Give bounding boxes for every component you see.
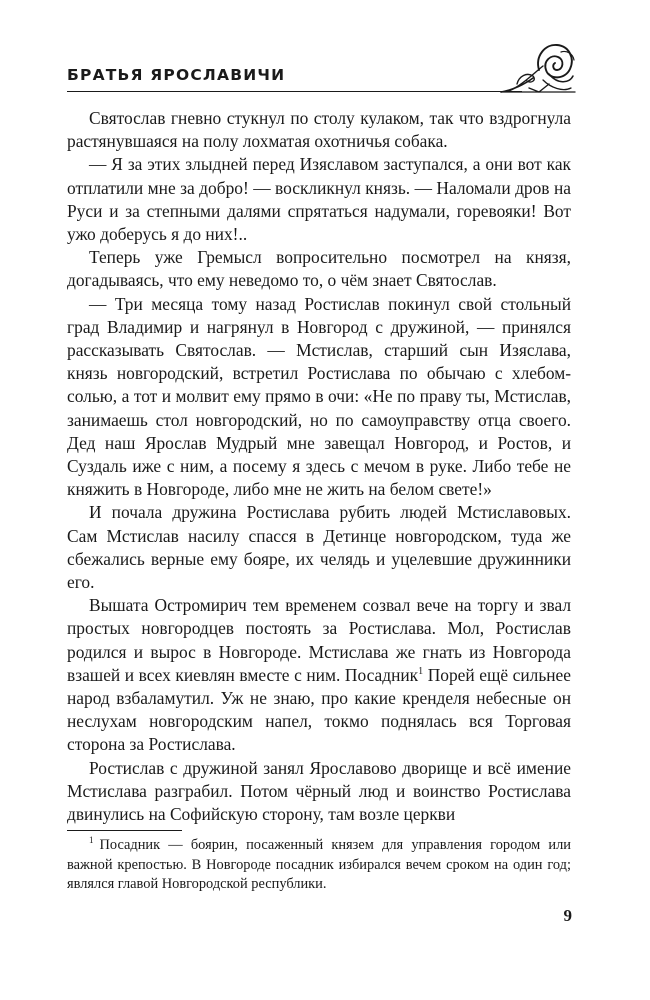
paragraph: — Я за этих злыдней перед Изяславом заступался, а они вот как отплатили мне за добро! — воскликнул князь. — Наломали дров на Руси и за степными далями спрятаться надумали, горевояки! Вот ужо доберусь я до них!.. (67, 154, 571, 245)
paragraph: — Три месяца тому назад Ростислав покинул свой стольный град Владимир и нагрянул в Новгород с дружиной, — принялся рассказывать Святослав. — Мстислав, старший сын Изяслава, князь новгородский, встретил Ростислава по обычаю с хлебом-солью, а тот и молвит ему прямо в очи: «Не по праву ты, Мстислав, занимаешь стол новгородский, но по самоуправству отца своего. Дед наш Ярослав Мудрый мне завещал Новгород, и Ростов, и Суздаль иже с ним, а посему я здесь с мечом в руке. Либо тебе не княжить в Новгороде, либо мне не жить на белом свете!» (67, 293, 571, 500)
paragraph: Святослав гневно стукнул по столу кулаком, так что вздрогнула растянувшаяся на полу лохматая охотничья собака. (67, 108, 571, 152)
paragraph: Теперь уже Гремысл вопросительно посмотрел на князя, догадываясь, что ему неведомо то, о чём знает Святослав. (67, 247, 571, 291)
paragraph-text: Порей ещё сильнее народ взбаламутил. Уж не знаю, про какие кренделя небесные он неслухам новгородским напел, токмо поднялась вся Торговая сторона за Ростислава. (67, 664, 571, 755)
ornament-icon (499, 40, 577, 96)
header-rule (67, 91, 522, 92)
footnote-rule (67, 830, 182, 831)
footnote-reference[interactable]: 1 (418, 666, 424, 678)
running-head-title: БРАТЬЯ ЯРОСЛАВИЧИ (67, 66, 286, 84)
paragraph-with-footnote-ref (67, 594, 571, 756)
page-header (67, 42, 575, 86)
main-text (67, 107, 571, 826)
footnote (67, 836, 571, 895)
paragraph-text: Вышата Остромирич тем временем созвал вече на торгу и звал простых новгородцев постоять за Ростислава. Мол, Ростислав родился и вырос в Новгороде. Мстислава же гнать из Новгорода взашей и всех киевлян вместе с ним. Посадник (67, 595, 571, 685)
footnote-text: Посадник — боярин, посаженный князем для управления городом или важной крепостью. В Новгороде посадник избирался вечем сроком на один год; являлся главой Новгородской республики. (67, 837, 571, 892)
footnote-marker: 1 (89, 835, 94, 846)
page-number: 9 (563, 906, 572, 925)
paragraph: И почала дружина Ростислава рубить людей Мстиславовых. Сам Мстислав насилу спасся в Детинце новгородском, туда же сбежались верные ему бояре, их челядь и уцелевшие дружинники его. (67, 502, 571, 593)
paragraph: Ростислав с дружиной занял Ярославово дворище и всё имение Мстислава разграбил. Потом чёрный люд и воинство Ростислава двинулись на Софийскую сторону, там возле церкви (67, 757, 571, 825)
